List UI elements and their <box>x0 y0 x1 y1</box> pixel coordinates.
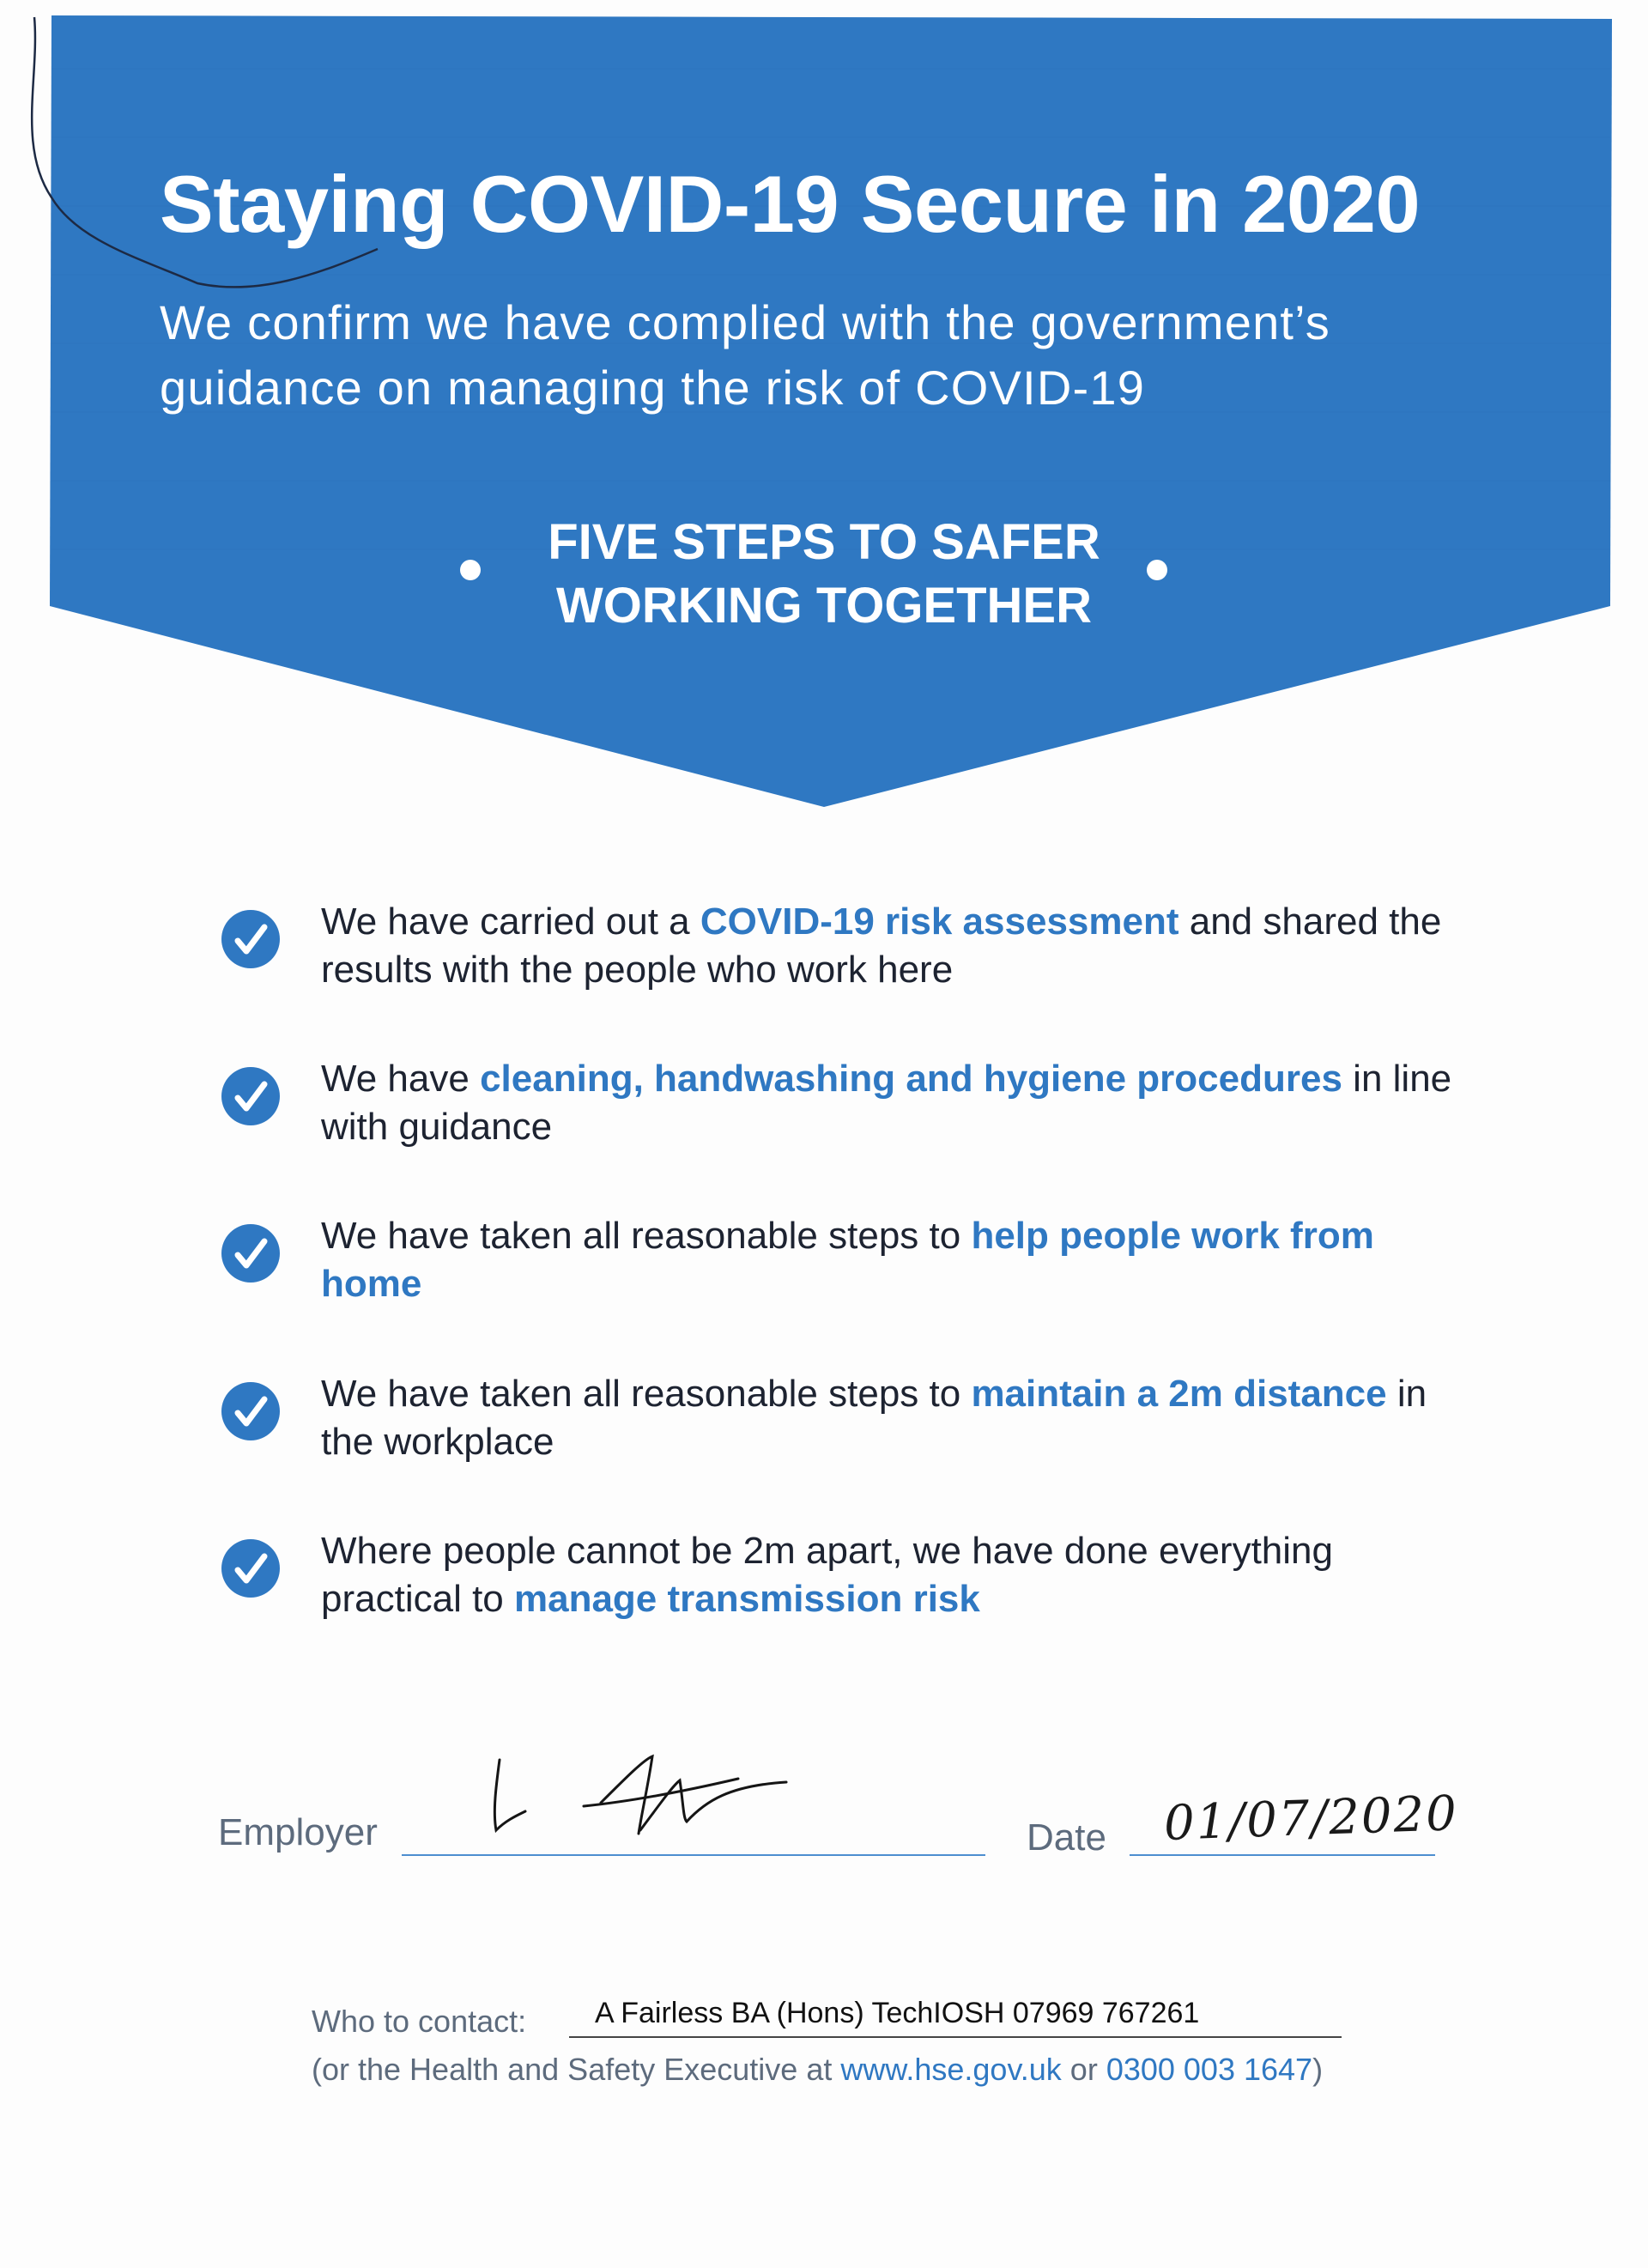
step-text-plain: We have carried out a <box>321 901 700 943</box>
list-item <box>220 1055 1473 1167</box>
page-title: Staying COVID-19 Secure in 2020 <box>160 159 1421 249</box>
contact-block <box>312 1990 1427 2127</box>
pen-mark <box>0 0 395 309</box>
step-text-plain: in the workplace <box>321 1373 1427 1463</box>
signature-row <box>0 1751 1648 1871</box>
date-label: Date <box>1027 1816 1106 1859</box>
step-text-plain: We have <box>321 1058 481 1100</box>
steps-heading-line-1: FIVE STEPS TO SAFER <box>548 514 1100 570</box>
step-text-plain: Where people cannot be 2m apart, we have done everything practical to <box>321 1530 1333 1620</box>
page-subtitle: We confirm we have complied with the government’s guidance on managing the risk of COVID-19 <box>160 295 1330 415</box>
bullet-dot-icon <box>1147 560 1167 580</box>
check-circle-icon <box>220 1537 282 1599</box>
step-text-highlight: help people work from home <box>321 1215 1374 1305</box>
step-text-plain: We have taken all reasonable steps to <box>321 1373 972 1415</box>
employer-signature-line[interactable] <box>402 1854 985 1856</box>
list-item <box>220 1370 1473 1482</box>
contact-line <box>569 2036 1342 2038</box>
header-banner <box>0 0 1648 824</box>
step-text-plain: We have taken all reasonable steps to <box>321 1215 972 1257</box>
check-circle-icon <box>220 1222 282 1284</box>
step-text-plain: in line with guidance <box>321 1058 1452 1148</box>
step-text <box>321 1527 1471 1623</box>
hse-note-text: (or the Health and Safety Executive at <box>312 2052 841 2087</box>
hse-note <box>312 2052 1323 2088</box>
check-circle-icon <box>220 1380 282 1442</box>
employer-label: Employer <box>218 1811 378 1853</box>
date-value: 01/07/2020 <box>1162 1786 1459 1852</box>
list-item <box>220 1212 1473 1324</box>
step-text <box>321 1212 1471 1308</box>
list-item <box>220 1527 1473 1639</box>
contact-value: A Fairless BA (Hons) TechIOSH 07969 767261 <box>595 1997 1200 2029</box>
step-text-highlight: maintain a 2m distance <box>971 1373 1387 1415</box>
list-item <box>220 898 1473 1010</box>
step-text <box>321 898 1471 994</box>
bullet-dot-icon <box>460 560 481 580</box>
step-text-plain: and shared the results with the people who work here <box>321 901 1442 991</box>
hse-note-text: ) <box>1312 2052 1324 2087</box>
step-text-highlight: cleaning, handwashing and hygiene procedures <box>480 1058 1342 1100</box>
steps-heading-line-2: WORKING TOGETHER <box>555 578 1093 634</box>
step-text <box>321 1370 1471 1466</box>
check-circle-icon <box>220 1065 282 1127</box>
step-text <box>321 1055 1471 1151</box>
step-text-highlight: COVID-19 risk assessment <box>700 901 1179 943</box>
who-to-contact-label: Who to contact: <box>312 2004 527 2039</box>
check-circle-icon <box>220 908 282 970</box>
hse-phone-number[interactable]: 0300 003 1647 <box>1106 2052 1313 2087</box>
step-text-highlight: manage transmission risk <box>513 1578 980 1620</box>
steps-heading <box>481 511 1167 638</box>
date-line[interactable] <box>1130 1854 1435 1856</box>
employer-signature <box>481 1751 807 1846</box>
hse-note-text: or <box>1061 2052 1106 2087</box>
hse-website-link[interactable]: www.hse.gov.uk <box>840 2052 1062 2087</box>
